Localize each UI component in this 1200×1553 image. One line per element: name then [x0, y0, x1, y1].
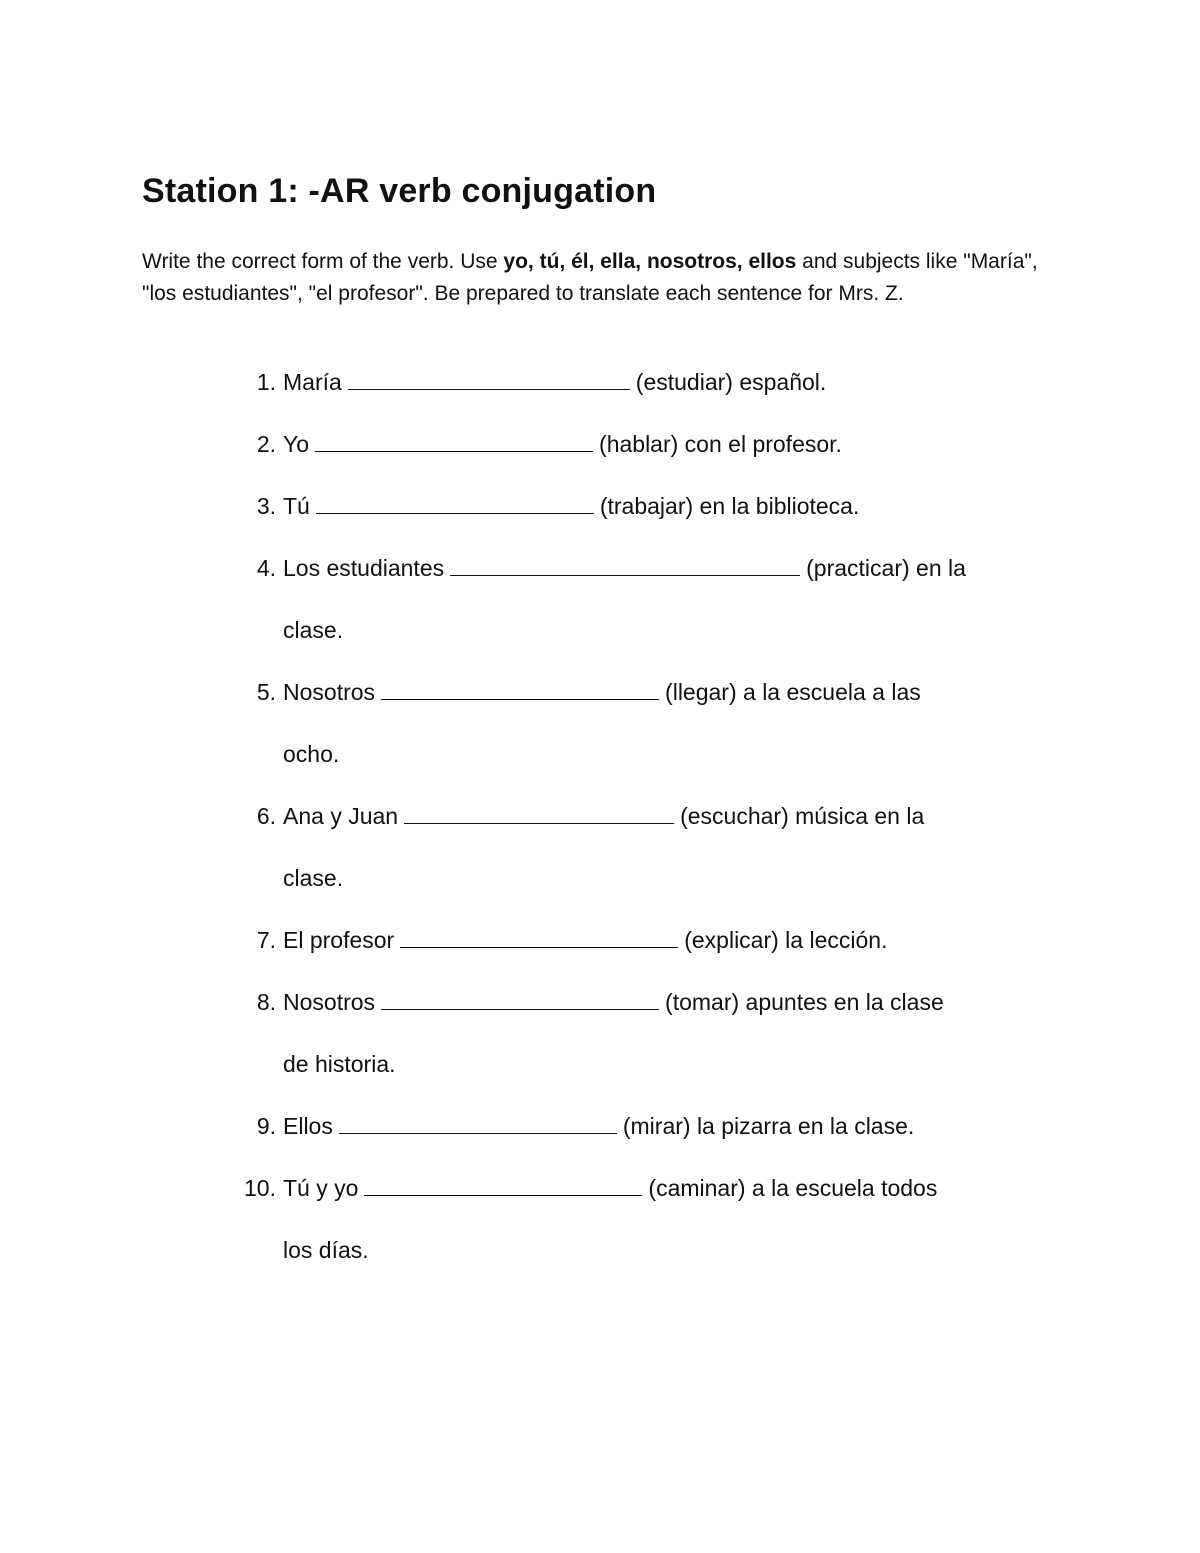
item-sentence [283, 924, 887, 956]
instructions [142, 246, 1042, 310]
item-prompt: (escuchar) música en la [680, 803, 925, 829]
item-number: 8. [256, 989, 276, 1015]
item-subject: Ellos [283, 1113, 333, 1139]
item-sentence [283, 1110, 914, 1142]
item-subject: Nosotros [283, 989, 376, 1015]
item-sentence [283, 490, 859, 522]
item-subject: El profesor [283, 927, 395, 953]
item-prompt: (caminar) a la escuela todos [648, 1175, 938, 1201]
item-sentence [283, 428, 842, 460]
item-subject: Nosotros [283, 679, 376, 705]
item-sentence [283, 366, 826, 398]
item-continuation: ocho. [283, 741, 340, 767]
item-subject: Yo [283, 431, 310, 457]
item-continuation: los días. [283, 1237, 369, 1263]
item-sentence [283, 1172, 937, 1204]
item-number: 3. [256, 493, 276, 519]
instructions-subject-pronouns: yo, tú, él, ella, nosotros, ellos [503, 250, 797, 273]
answer-blank[interactable] [316, 491, 594, 514]
page-title: Station 1: -AR verb conjugation [142, 172, 657, 210]
item-sentence [283, 986, 944, 1018]
item-subject: Los estudiantes [283, 555, 445, 581]
item-prompt: (llegar) a la escuela a las [665, 679, 921, 705]
item-subject: Tú [283, 493, 310, 519]
answer-blank[interactable] [381, 677, 659, 700]
item-subject: Ana y Juan [283, 803, 399, 829]
item-number: 10. [244, 1175, 276, 1201]
answer-blank[interactable] [315, 429, 593, 452]
item-sentence [283, 552, 966, 584]
item-number: 9. [256, 1113, 276, 1139]
item-continuation: clase. [283, 865, 344, 891]
item-prompt: (estudiar) español. [635, 369, 827, 395]
item-continuation: clase. [283, 617, 344, 643]
item-prompt: (trabajar) en la biblioteca. [599, 493, 860, 519]
answer-blank[interactable] [364, 1173, 642, 1196]
item-continuation: de historia. [283, 1051, 396, 1077]
item-subject: Tú y yo [283, 1175, 359, 1201]
item-sentence [283, 676, 921, 708]
item-number: 1. [256, 369, 276, 395]
item-number: 6. [256, 803, 276, 829]
item-number: 7. [256, 927, 276, 953]
item-prompt: (practicar) en la [806, 555, 966, 581]
item-number: 2. [256, 431, 276, 457]
item-subject: María [283, 369, 342, 395]
instructions-text-before: Write the correct form of the verb. Use [142, 250, 504, 273]
item-prompt: (explicar) la lección. [684, 927, 888, 953]
item-number: 5. [256, 679, 276, 705]
item-prompt: (tomar) apuntes en la clase [665, 989, 944, 1015]
item-prompt: (hablar) con el profesor. [599, 431, 842, 457]
item-number: 4. [256, 555, 276, 581]
item-prompt: (mirar) la pizarra en la clase. [622, 1113, 915, 1139]
answer-blank[interactable] [404, 801, 674, 824]
instructions-text-after: and subjects like "María", "los estudiantes", "el profesor". Be prepared to translate each sentence for Mrs. Z. [142, 250, 1038, 305]
answer-blank[interactable] [339, 1111, 617, 1134]
item-sentence [283, 800, 924, 832]
answer-blank[interactable] [450, 553, 800, 576]
answer-blank[interactable] [400, 925, 678, 948]
answer-blank[interactable] [381, 987, 659, 1010]
answer-blank[interactable] [348, 367, 630, 390]
